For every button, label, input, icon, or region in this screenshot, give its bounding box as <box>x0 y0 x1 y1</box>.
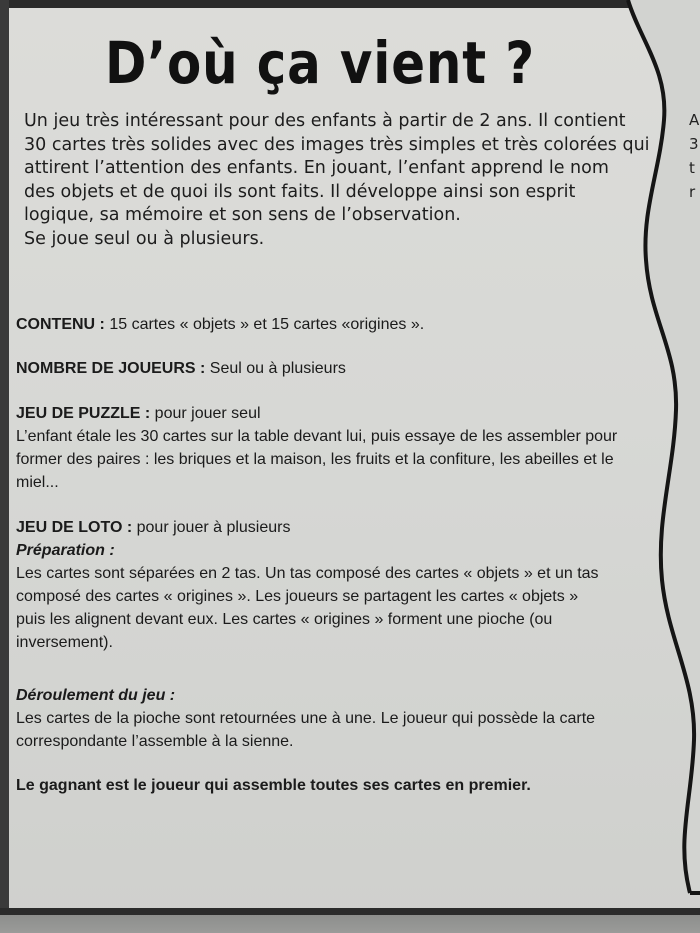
bottom-band <box>0 908 700 933</box>
page-title: D’où ça vient ? <box>104 29 536 97</box>
joueurs-label: NOMBRE DE JOUEURS : <box>16 360 206 377</box>
joueurs-section <box>16 357 666 380</box>
side-letter: r <box>689 183 696 201</box>
deroulement-section <box>16 684 666 753</box>
side-letters <box>689 108 700 204</box>
contenu-label: CONTENU : <box>16 316 105 333</box>
intro-line: 30 cartes très solides avec des images très simples et très colorées qui <box>24 134 650 155</box>
preparation-line: inversement). <box>16 634 113 651</box>
intro-line: Un jeu très intéressant pour des enfants à partir de 2 ans. Il contient <box>24 111 626 131</box>
puzzle-text: pour jouer seul <box>150 405 261 422</box>
loto-text: pour jouer à plusieurs <box>132 519 291 536</box>
puzzle-label: JEU DE PUZZLE : <box>16 405 151 422</box>
loto-section <box>16 516 666 654</box>
preparation-line: composé des cartes « origines ». Les joueurs se partagent les cartes « objets » <box>16 588 579 605</box>
puzzle-line: miel... <box>16 474 59 491</box>
puzzle-section <box>16 402 666 494</box>
intro-line: des objets et de quoi ils sont faits. Il développe ainsi son esprit <box>24 181 576 202</box>
contenu-section <box>16 313 666 336</box>
contenu-text: 15 cartes « objets » et 15 cartes «origines ». <box>104 316 425 333</box>
intro-line: attirent l’attention des enfants. En jouant, l’enfant apprend le nom <box>24 158 609 178</box>
intro-paragraph <box>24 110 650 251</box>
deroulement-line: Les cartes de la pioche sont retournées une à une. Le joueur qui possède la carte <box>16 710 596 727</box>
preparation-line: puis les alignent devant eux. Les cartes « origines » forment une pioche (ou <box>16 611 553 628</box>
preparation-heading: Préparation : <box>16 542 115 559</box>
intro-line: Se joue seul ou à plusieurs. <box>24 228 265 249</box>
puzzle-line: former des paires : les briques et la maison, les fruits et la confiture, les abeilles et le <box>16 451 614 468</box>
side-letter: t <box>689 159 695 177</box>
intro-line: logique, sa mémoire et son sens de l’observation. <box>24 205 461 225</box>
preparation-line: Les cartes sont séparées en 2 tas. Un tas composé des cartes « objets » et un tas <box>16 565 599 582</box>
gagnant-section <box>16 774 666 797</box>
puzzle-line: L’enfant étale les 30 cartes sur la table devant lui, puis essaye de les assembler pour <box>16 428 618 445</box>
gagnant-text: Le gagnant est le joueur qui assemble toutes ses cartes en premier. <box>16 777 531 794</box>
joueurs-text: Seul ou à plusieurs <box>205 360 346 377</box>
side-letter: 3 <box>689 135 699 153</box>
side-letter: A <box>689 111 700 129</box>
loto-label: JEU DE LOTO : <box>16 519 133 536</box>
deroulement-heading: Déroulement du jeu : <box>16 687 176 704</box>
deroulement-line: correspondante l’assemble à la sienne. <box>16 733 294 750</box>
